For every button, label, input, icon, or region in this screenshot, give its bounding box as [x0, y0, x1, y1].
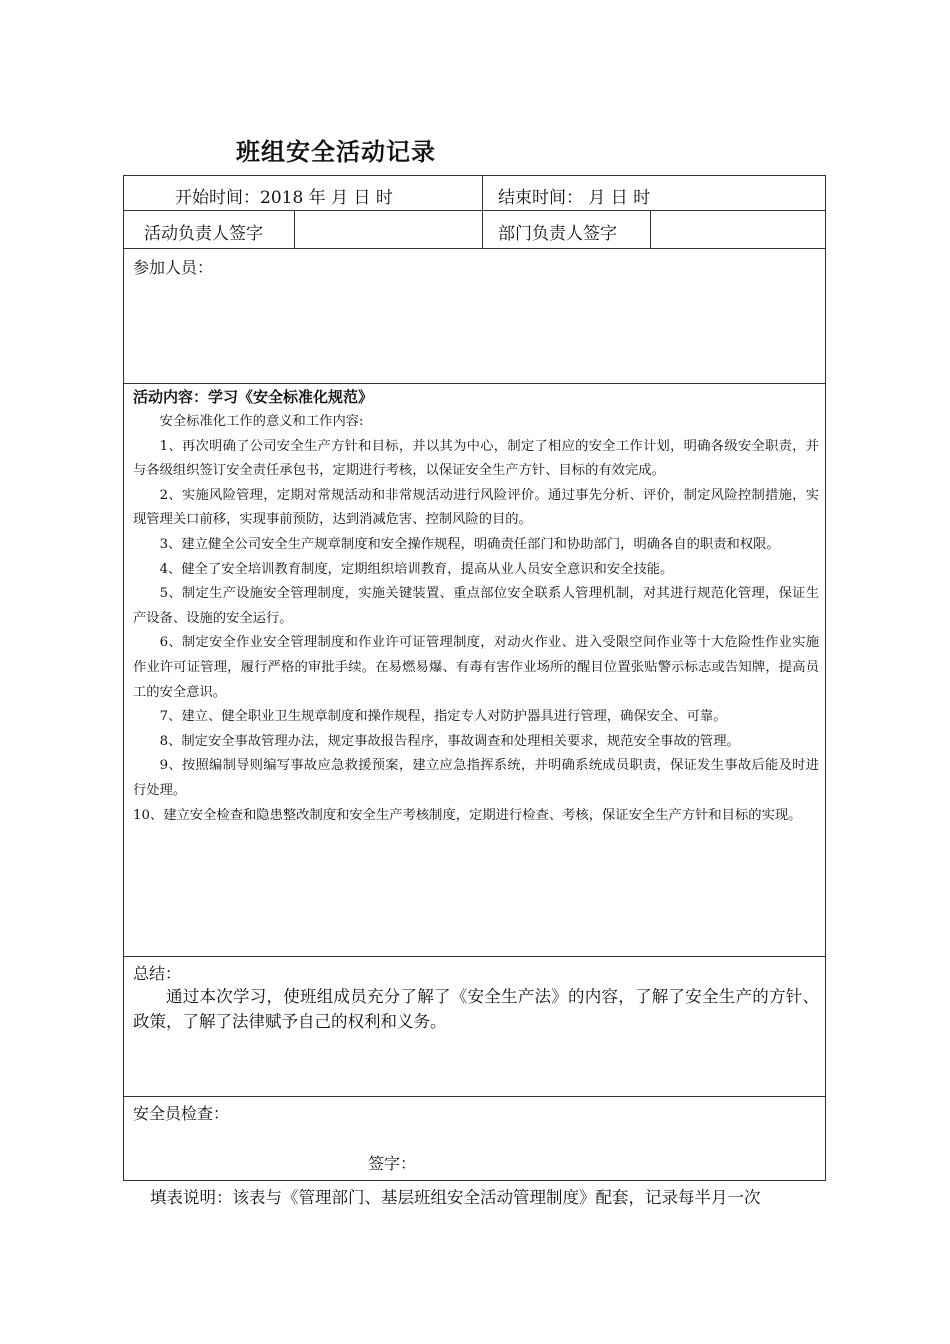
- dept-leader-sign-label: 部门负责人签字: [498, 224, 617, 244]
- content-item: 4、健全了安全培训教育制度，定期组织培训教育，提高从业人员安全意识和安全技能。: [159, 561, 674, 577]
- content-heading: 活动内容：学习《安全标准化规范》: [133, 388, 374, 406]
- document-title: 班组安全活动记录: [236, 138, 436, 166]
- safety-check-label: 安全员检查：: [133, 1104, 230, 1123]
- content-item: 3、建立健全公司安全生产规章制度和安全操作规程，明确责任部门和协助部门，明确各自的职责和权限。: [159, 536, 780, 552]
- content-intro: 安全标准化工作的意义和工作内容:: [159, 414, 364, 429]
- row-divider: [124, 383, 825, 384]
- content-body: [133, 410, 819, 828]
- content-item: 1、再次明确了公司安全生产方针和目标，并以其为中心，制定了相应的安全工作计划，明确各级安全职责，并与各级组织签订安全责任承包书，定期进行考核，以保证安全生产方针、目标的有效完成。: [133, 438, 819, 479]
- content-item: 5、制定生产设施安全管理制度，实施关键装置、重点部位安全联系人管理机制，对其进行规范化管理，保证生产设备、设施的安全运行。: [133, 586, 819, 626]
- footer-note: 填表说明：该表与《管理部门、基层班组安全活动管理制度》配套，记录每半月一次: [150, 1188, 761, 1207]
- summary-label: 总结：: [133, 964, 182, 983]
- start-time-label: 开始时间：2018 年 月 日 时: [175, 188, 393, 208]
- content-item: 6、制定安全作业安全管理制度和作业许可证管理制度，对动火作业、进入受限空间作业等十大危险性作业实施作业许可证管理，履行严格的审批手续。在易燃易爆、有毒有害作业场所的醒目位置张贴警示标志或告知牌，提高员工的安全意识。: [133, 635, 819, 700]
- content-item: 2、实施风险管理，定期对常规活动和非常规活动进行风险评价。通过事先分析、评价，制定风险控制措施，实现管理关口前移，实现事前预防，达到消减危害、控制风险的目的。: [133, 487, 819, 528]
- column-divider: [482, 176, 483, 248]
- end-time-label: 结束时间： 月 日 时: [498, 188, 651, 208]
- row-divider: [124, 1096, 825, 1097]
- summary-text: 通过本次学习，使班组成员充分了解了《安全生产法》的内容，了解了安全生产的方针、政策，了解了法律赋予自己的权利和义务。: [133, 987, 819, 1031]
- content-item: 10、建立安全检查和隐患整改制度和安全生产考核制度，定期进行检查、考核，保证安全生产方针和目标的实现。: [133, 807, 802, 823]
- dept-leader-sign-field[interactable]: [651, 211, 825, 248]
- signature-label: 签字：: [368, 1154, 417, 1173]
- row-divider: [124, 248, 825, 249]
- activity-leader-sign-label: 活动负责人签字: [144, 224, 263, 244]
- participants-label: 参加人员：: [133, 258, 214, 277]
- row-divider: [124, 956, 825, 957]
- content-item: 9、按照编制导则编写事故应急救援预案，建立应急指挥系统，并明确系统成员职责，保证发生事故后能及时进行处理。: [133, 758, 819, 798]
- content-item: 7、建立、健全职业卫生规章制度和操作规程，指定专人对防护器具进行管理，确保安全、可靠。: [159, 709, 727, 725]
- activity-record-form: [123, 175, 826, 1181]
- activity-leader-sign-field[interactable]: [295, 211, 481, 248]
- content-item: 8、制定安全事故管理办法，规定事故报告程序，事故调查和处理相关要求，规范安全事故的管理。: [159, 733, 740, 749]
